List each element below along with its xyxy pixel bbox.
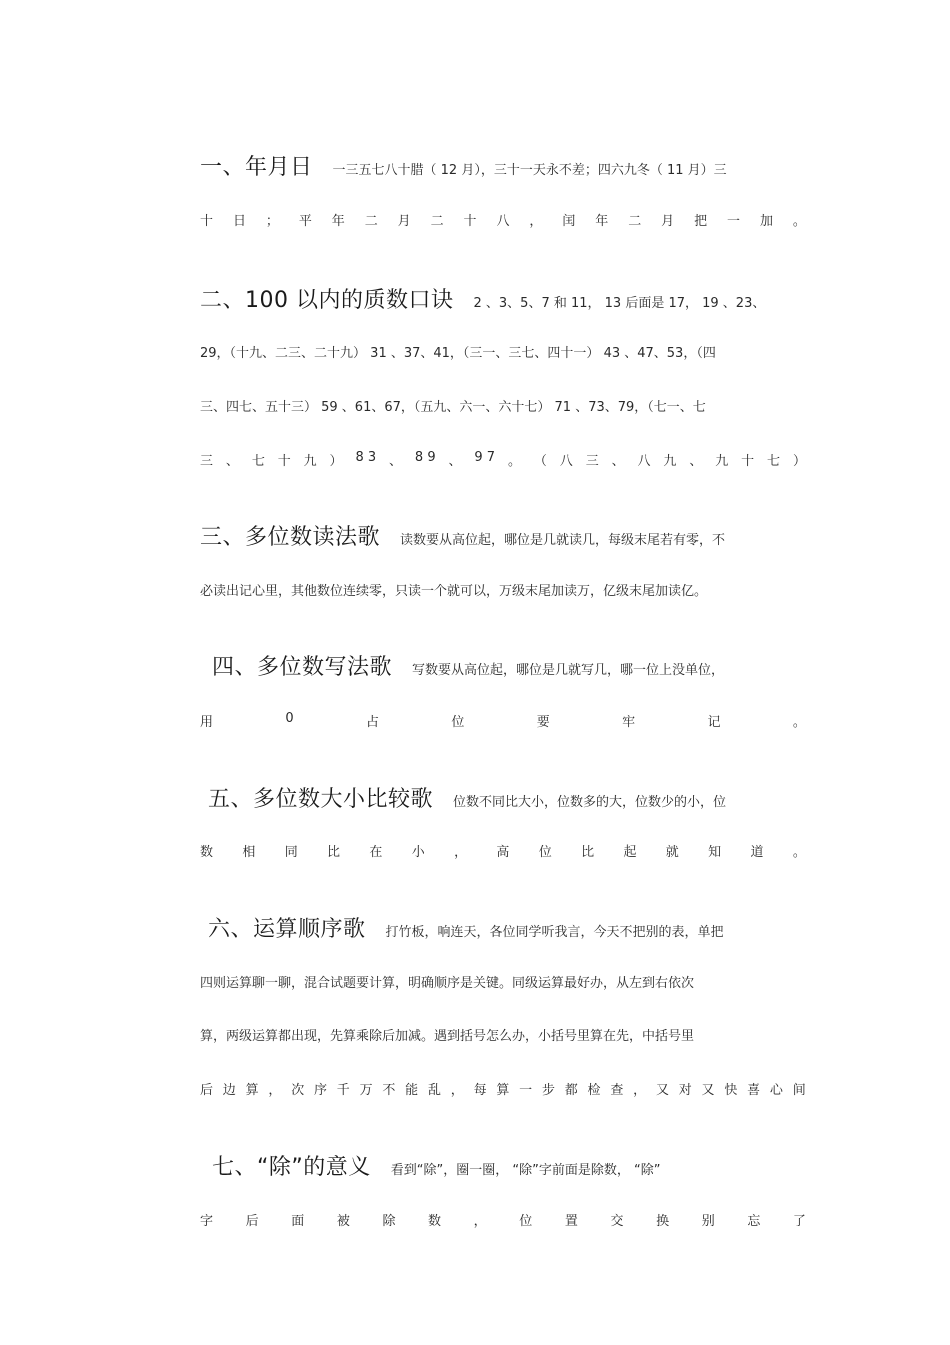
- spread-glyph: 占: [366, 715, 380, 730]
- spread-glyph: 十: [741, 454, 755, 469]
- spread-glyph: 后: [245, 1214, 259, 1229]
- spread-glyph: 、: [689, 454, 703, 469]
- spread-glyph: 置: [564, 1214, 578, 1229]
- section-2-line-3: 三、四七、五十三） 59 、61、67，（五九、六一、六十七） 71 、73、79，（七一、七: [200, 400, 706, 415]
- section-4-line-2: [200, 711, 806, 730]
- spread-glyph: 、: [611, 454, 625, 469]
- spread-glyph: 一: [519, 1083, 533, 1098]
- spread-glyph: ；: [265, 214, 279, 229]
- section-6-line-4: [200, 1079, 806, 1098]
- spread-glyph: 十: [277, 454, 291, 469]
- spread-glyph: 加: [759, 214, 773, 229]
- spread-glyph: 0: [285, 711, 294, 726]
- spread-glyph: 不: [382, 1083, 396, 1098]
- spread-glyph: 高: [496, 845, 510, 860]
- spread-glyph: 。: [507, 454, 521, 469]
- spread-glyph: 、: [225, 454, 239, 469]
- section-2-text: 2 、3、5、7 和 11， 13 后面是 17， 19 、23、: [473, 296, 766, 311]
- spread-glyph: 一: [727, 214, 741, 229]
- spread-glyph: 换: [656, 1214, 670, 1229]
- section-2-line-2: 29，（十九、二三、二十九） 31 、37、41，（三一、三七、四十一） 43 、47、53，（四: [200, 346, 716, 361]
- spread-glyph: ，: [450, 1083, 464, 1098]
- section-5-line-1: [208, 782, 814, 813]
- spread-glyph: 三: [585, 454, 599, 469]
- section-4-heading: 四、多位数写法歌: [212, 655, 393, 680]
- spread-glyph: 九: [663, 454, 677, 469]
- spread-glyph: 除: [382, 1214, 396, 1229]
- spread-glyph: 万: [359, 1083, 373, 1098]
- spread-glyph: 在: [369, 845, 383, 860]
- spread-glyph: 数: [428, 1214, 442, 1229]
- spread-glyph: 小: [411, 845, 425, 860]
- spread-glyph: 同: [284, 845, 298, 860]
- section-1-line-1: [200, 150, 806, 181]
- spread-glyph: 9 7: [474, 450, 496, 465]
- spread-glyph: 。: [792, 214, 806, 229]
- spread-glyph: （: [533, 454, 547, 469]
- spread-glyph: 道: [750, 845, 764, 860]
- spread-glyph: ，: [529, 214, 543, 229]
- section-7-heading: 七、“除”的意义: [212, 1155, 371, 1180]
- spread-glyph: 边: [222, 1083, 236, 1098]
- spread-glyph: 二: [364, 214, 378, 229]
- spread-glyph: 二: [430, 214, 444, 229]
- section-6-text: 打竹板，响连天，各位同学听我言，今天不把别的表，单把: [385, 925, 724, 940]
- spread-glyph: 用: [200, 715, 214, 730]
- spread-glyph: 千: [336, 1083, 350, 1098]
- spread-glyph: 月: [661, 214, 675, 229]
- spread-glyph: 九: [715, 454, 729, 469]
- spread-glyph: 、: [448, 454, 462, 469]
- spread-glyph: 序: [313, 1083, 327, 1098]
- spread-glyph: 牢: [622, 715, 636, 730]
- section-3-line-1: [200, 520, 806, 551]
- spread-glyph: 检: [587, 1083, 601, 1098]
- section-3-heading: 三、多位数读法歌: [200, 525, 381, 550]
- spread-glyph: 十: [200, 214, 214, 229]
- spread-glyph: 九: [303, 454, 317, 469]
- spread-glyph: 了: [792, 1214, 806, 1229]
- spread-glyph: 8 9: [414, 450, 436, 465]
- spread-glyph: 心: [769, 1083, 783, 1098]
- spread-glyph: 七: [251, 454, 265, 469]
- section-7-text: 看到“除”，圈一圈， “除”字前面是除数， “除”: [390, 1163, 661, 1178]
- section-5-line-2: [200, 841, 806, 860]
- section-2-line-4: [200, 450, 806, 469]
- spread-glyph: 八: [559, 454, 573, 469]
- spread-glyph: 位: [538, 845, 552, 860]
- spread-glyph: 比: [581, 845, 595, 860]
- spread-glyph: 相: [242, 845, 256, 860]
- spread-glyph: 字: [200, 1214, 214, 1229]
- spread-glyph: 位: [519, 1214, 533, 1229]
- section-5-text: 位数不同比大小，位数多的大，位数少的小，位: [453, 795, 727, 810]
- spread-glyph: 别: [701, 1214, 715, 1229]
- spread-glyph: 起: [623, 845, 637, 860]
- spread-glyph: 七: [767, 454, 781, 469]
- spread-glyph: ，: [473, 1214, 487, 1229]
- section-1-heading: 一、年月日: [200, 155, 313, 180]
- spread-glyph: ）: [792, 454, 806, 469]
- spread-glyph: 每: [473, 1083, 487, 1098]
- spread-glyph: 就: [665, 845, 679, 860]
- spread-glyph: 把: [694, 214, 708, 229]
- spread-glyph: 日: [232, 214, 246, 229]
- spread-glyph: 交: [610, 1214, 624, 1229]
- spread-glyph: 步: [541, 1083, 555, 1098]
- spread-glyph: ，: [268, 1083, 282, 1098]
- spread-glyph: 对: [678, 1083, 692, 1098]
- spread-glyph: 算: [245, 1083, 259, 1098]
- spread-glyph: 闰: [562, 214, 576, 229]
- spread-glyph: 又: [701, 1083, 715, 1098]
- spread-glyph: 知: [708, 845, 722, 860]
- spread-glyph: 后: [200, 1083, 214, 1098]
- spread-glyph: 查: [610, 1083, 624, 1098]
- spread-glyph: 被: [336, 1214, 350, 1229]
- section-6-line-3: 算，两级运算都出现，先算乘除后加减。遇到括号怎么办，小括号里算在先，中括号里: [200, 1029, 695, 1044]
- spread-glyph: 间: [792, 1083, 806, 1098]
- spread-glyph: 数: [200, 845, 214, 860]
- spread-glyph: 平: [298, 214, 312, 229]
- section-1-text: 一三五七八十腊（ 12 月），三十一天永不差；四六九冬（ 11 月）三: [332, 163, 727, 178]
- spread-glyph: 年: [595, 214, 609, 229]
- spread-glyph: 记: [707, 715, 721, 730]
- spread-glyph: 十: [463, 214, 477, 229]
- spread-glyph: 要: [536, 715, 550, 730]
- spread-glyph: 年: [331, 214, 345, 229]
- section-7-line-2: [200, 1210, 806, 1229]
- spread-glyph: 三: [200, 454, 214, 469]
- section-6-line-2: 四则运算聊一聊，混合试题要计算，明确顺序是关键。同级运算最好办，从左到右依次: [200, 976, 695, 991]
- section-1-line-2: [200, 210, 806, 229]
- section-4-text: 写数要从高位起，哪位是几就写几，哪一位上没单位，: [412, 663, 725, 678]
- spread-glyph: 能: [405, 1083, 419, 1098]
- spread-glyph: ）: [329, 454, 343, 469]
- section-2-line-1: [200, 283, 806, 314]
- spread-glyph: 次: [291, 1083, 305, 1098]
- spread-glyph: 月: [397, 214, 411, 229]
- spread-glyph: 忘: [747, 1214, 761, 1229]
- spread-glyph: 。: [792, 715, 806, 730]
- spread-glyph: 。: [792, 845, 806, 860]
- section-2-heading: 二、100 以内的质数口诀: [200, 288, 454, 313]
- spread-glyph: 面: [291, 1214, 305, 1229]
- section-6-line-1: [208, 912, 814, 943]
- spread-glyph: 算: [496, 1083, 510, 1098]
- section-3-line-2: 必读出记心里，其他数位连续零，只读一个就可以，万级末尾加读万，亿级末尾加读亿。: [200, 584, 708, 599]
- spread-glyph: 比: [327, 845, 341, 860]
- section-5-heading: 五、多位数大小比较歌: [208, 787, 434, 812]
- spread-glyph: ，: [454, 845, 468, 860]
- spread-glyph: 二: [628, 214, 642, 229]
- section-7-line-1: [212, 1150, 818, 1181]
- spread-glyph: ，: [633, 1083, 647, 1098]
- spread-glyph: 位: [451, 715, 465, 730]
- spread-glyph: 乱: [427, 1083, 441, 1098]
- spread-glyph: 又: [655, 1083, 669, 1098]
- section-6-heading: 六、运算顺序歌: [208, 917, 366, 942]
- spread-glyph: 快: [724, 1083, 738, 1098]
- spread-glyph: 、: [389, 454, 403, 469]
- spread-glyph: 8 3: [355, 450, 377, 465]
- spread-glyph: 都: [564, 1083, 578, 1098]
- section-4-line-1: [212, 650, 818, 681]
- spread-glyph: 喜: [747, 1083, 761, 1098]
- spread-glyph: 八: [496, 214, 510, 229]
- section-3-text: 读数要从高位起，哪位是几就读几，每级末尾若有零，不: [400, 533, 726, 548]
- spread-glyph: 八: [637, 454, 651, 469]
